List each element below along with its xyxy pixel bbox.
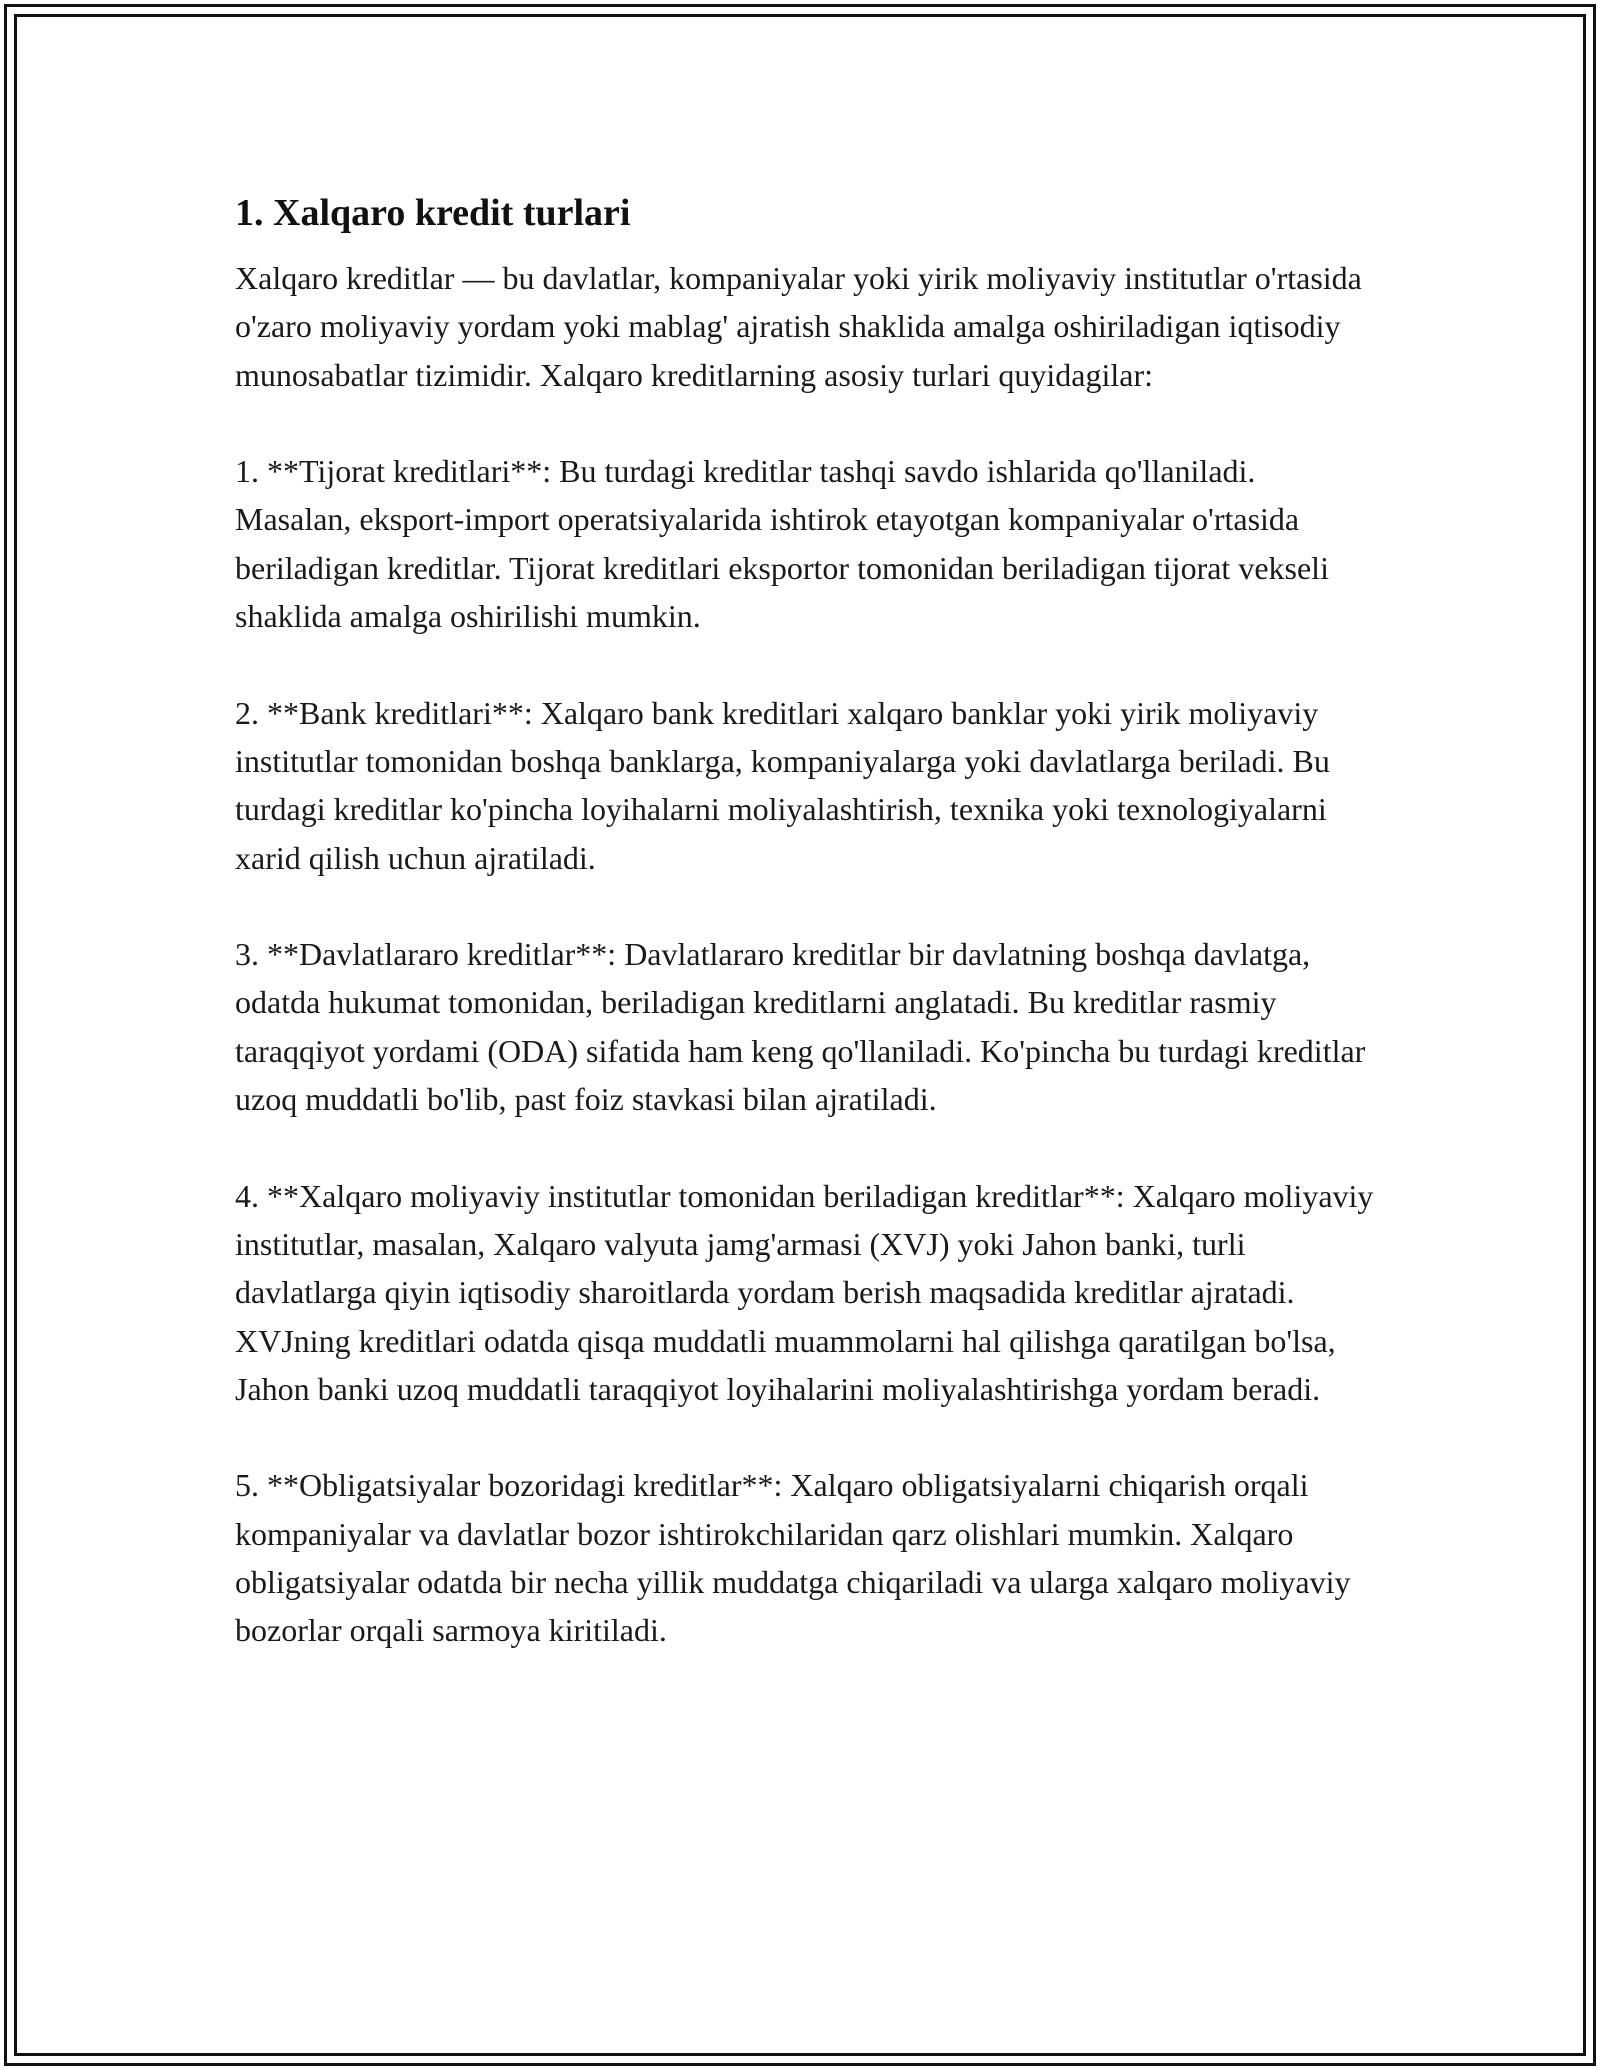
bank-credits-paragraph: 2. **Bank kreditlari**: Xalqaro bank kreditlari xalqaro banklar yoki yirik moliyaviy institutlar tomonidan boshqa banklarga, kompaniyalarga yoki davlatlarga beriladi. Bu turdagi kreditlar ko'pincha loyihalarni moliyalashtirish, texnika yoki texnologiyalarni xarid qilish uchun ajratiladi. <box>235 694 1330 876</box>
intergovernmental-credits-paragraph: 3. **Davlatlararo kreditlar**: Davlatlararo kreditlar bir davlatning boshqa davlatga, odatda hukumat tomonidan, beriladigan kreditlarni anglatadi. Bu kreditlar rasmiy taraqqiyot yordami (ODA) sifatida ham keng qo'llaniladi. Ko'pincha bu turdagi kreditlar uzoq muddatli bo'lib, past foiz stavkasi bilan ajratiladi. <box>235 936 1366 1118</box>
document-body <box>235 184 1375 1655</box>
section-heading: 1. Xalqaro kredit turlari <box>235 192 631 234</box>
bond-market-credits-paragraph: 5. **Obligatsiyalar bozoridagi kreditlar**: Xalqaro obligatsiyalarni chiqarish orqali kompaniyalar va davlatlar bozor ishtirokchilaridan qarz olishlari mumkin. Xalqaro obligatsiyalar odatda bir necha yillik muddatga chiqariladi va ularga xalqaro moliyaviy bozorlar orqali sarmoya kiritiladi. <box>235 1467 1351 1649</box>
commercial-credits-paragraph: 1. **Tijorat kreditlari**: Bu turdagi kreditlar tashqi savdo ishlarida qo'llaniladi. Masalan, eksport-import operatsiyalarida ishtirok etayotgan kompaniyalar o'rtasida beriladigan kreditlar. Tijorat kreditlari eksportor tomonidan beriladigan tijorat vekseli shaklida amalga oshirilishi mumkin. <box>235 453 1329 635</box>
international-institutions-credits-paragraph: 4. **Xalqaro moliyaviy institutlar tomonidan beriladigan kreditlar**: Xalqaro moliyaviy institutlar, masalan, Xalqaro valyuta jamg'armasi (XVJ) yoki Jahon banki, turli davlatlarga qiyin iqtisodiy sharoitlarda yordam berish maqsadida kreditlar ajratadi. XVJning kreditlari odatda qisqa muddatli muammolarni hal qilishga qaratilgan bo'lsa, Jahon banki uzoq muddatli taraqqiyot loyihalarini moliyalashtirishga yordam beradi. <box>235 1177 1374 1407</box>
intro-paragraph: Xalqaro kreditlar — bu davlatlar, kompaniyalar yoki yirik moliyaviy institutlar o'rtasida o'zaro moliyaviy yordam yoki mablag' ajratish shaklida amalga oshiriladigan iqtisodiy munosabatlar tizimidir. Xalqaro kreditlarning asosiy turlari quyidagilar: <box>235 260 1362 393</box>
